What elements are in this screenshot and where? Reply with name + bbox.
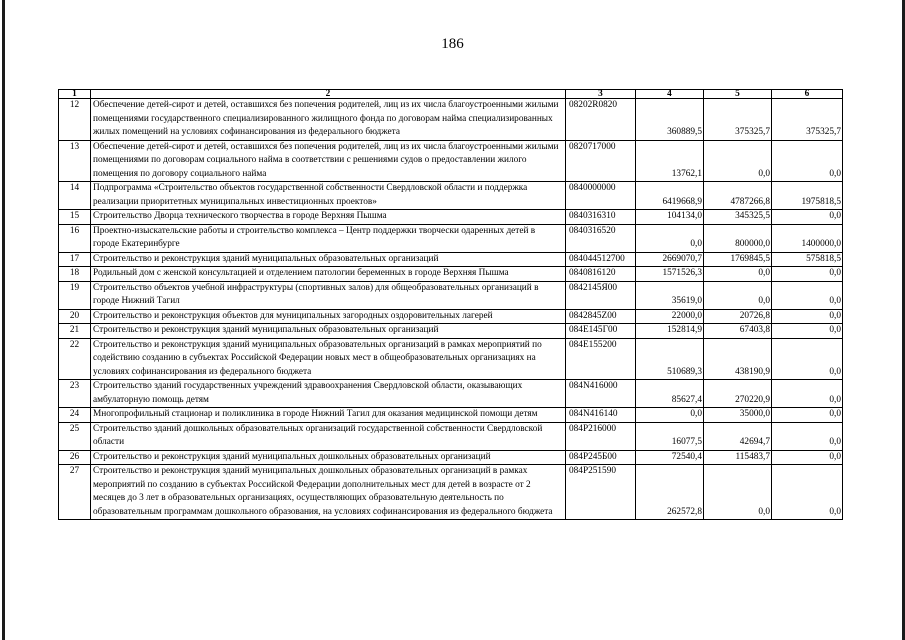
table-row [59,380,843,408]
row-number: 24 [59,408,91,423]
row-value-col5: 270220,9 [704,380,772,408]
row-description: Обеспечение детей-сирот и детей, оставшихся без попечения родителей, лиц из их числа благоустроенными жилыми помещениями по договорам социального найма в соответствии с решениями судов о предоставлении жилого помещения по договору социального найма [91,140,566,182]
row-value-col4: 13762,1 [636,140,704,182]
row-description: Строительство и реконструкция объектов для муниципальных загородных оздоровительных лагерей [91,309,566,324]
row-value-col6: 0,0 [772,267,843,282]
column-header: 2 [91,90,566,99]
left-scan-edge [2,0,5,640]
row-value-col5: 0,0 [704,267,772,282]
row-value-col4: 510689,3 [636,338,704,380]
row-value-col4: 2669070,7 [636,252,704,267]
row-value-col4: 360889,5 [636,99,704,141]
row-value-col4: 6419668,9 [636,182,704,210]
row-code: 084E155200 [566,338,636,380]
row-value-col6: 1400000,0 [772,224,843,252]
row-code: 084044512700 [566,252,636,267]
row-value-col4: 0,0 [636,224,704,252]
row-value-col6: 1975818,5 [772,182,843,210]
table-row [59,140,843,182]
row-value-col6: 0,0 [772,210,843,225]
table-row [59,224,843,252]
row-value-col6: 0,0 [772,338,843,380]
row-value-col5: 1769845,5 [704,252,772,267]
row-value-col5: 35000,0 [704,408,772,423]
row-value-col5: 115483,7 [704,450,772,465]
row-value-col5: 800000,0 [704,224,772,252]
row-code: 084P251590 [566,465,636,520]
row-value-col6: 0,0 [772,281,843,309]
header-row [59,90,843,99]
row-code: 0840316520 [566,224,636,252]
table-row [59,210,843,225]
row-value-col6: 375325,7 [772,99,843,141]
row-code: 0842145Я00 [566,281,636,309]
table-row [59,99,843,141]
budget-table [58,89,843,520]
row-code: 084E145Г00 [566,324,636,339]
row-value-col5: 438190,9 [704,338,772,380]
table-row [59,324,843,339]
row-value-col4: 85627,4 [636,380,704,408]
column-header: 6 [772,90,843,99]
row-description: Строительство объектов учебной инфраструктуры (спортивных залов) для общеобразовательных организаций в городе Нижний Тагил [91,281,566,309]
row-description: Подпрограмма «Строительство объектов государственной собственности Свердловской области и поддержка реализации приоритетных муниципальных инвестиционных проектов» [91,182,566,210]
column-header: 1 [59,90,91,99]
column-header: 5 [704,90,772,99]
row-value-col5: 375325,7 [704,99,772,141]
row-code: 084N416140 [566,408,636,423]
row-description: Строительство и реконструкция зданий муниципальных образовательных организаций [91,252,566,267]
row-value-col6: 0,0 [772,324,843,339]
row-description: Строительство зданий дошкольных образовательных организаций государственной собственности Свердловской области [91,422,566,450]
column-header: 3 [566,90,636,99]
row-number: 19 [59,281,91,309]
row-value-col6: 0,0 [772,140,843,182]
row-value-col5: 345325,5 [704,210,772,225]
row-number: 16 [59,224,91,252]
table-row [59,450,843,465]
row-code: 0840316310 [566,210,636,225]
row-number: 25 [59,422,91,450]
row-value-col5: 0,0 [704,465,772,520]
row-description: Проектно-изыскательские работы и строительство комплекса – Центр поддержки творчески одаренных детей в городе Екатеринбурге [91,224,566,252]
row-number: 22 [59,338,91,380]
page-number: 186 [441,36,464,52]
table-row [59,182,843,210]
row-value-col4: 262572,8 [636,465,704,520]
row-value-col6: 0,0 [772,380,843,408]
row-description: Строительство Дворца технического творчества в городе Верхняя Пышма [91,210,566,225]
row-value-col5: 0,0 [704,140,772,182]
row-description: Строительство и реконструкция зданий муниципальных дошкольных образовательных организаций [91,450,566,465]
row-code: 084P216000 [566,422,636,450]
row-value-col4: 16077,5 [636,422,704,450]
row-value-col5: 42694,7 [704,422,772,450]
row-value-col4: 35619,0 [636,281,704,309]
table-row [59,338,843,380]
row-number: 15 [59,210,91,225]
row-number: 12 [59,99,91,141]
row-description: Строительство и реконструкция зданий муниципальных образовательных организаций [91,324,566,339]
row-value-col6: 0,0 [772,408,843,423]
row-description: Родильный дом с женской консультацией и отделением патологии беременных в городе Верхняя Пышма [91,267,566,282]
table-row [59,281,843,309]
row-code: 0840000000 [566,182,636,210]
row-value-col4: 1571526,3 [636,267,704,282]
row-description: Строительство и реконструкция зданий муниципальных образовательных организаций в рамках мероприятий по содействию созданию в субъектах Российской Федерации новых мест в общеобразовательных организациях на условиях софинансирования из федерального бюджета [91,338,566,380]
row-number: 18 [59,267,91,282]
row-value-col5: 4787266,8 [704,182,772,210]
row-number: 21 [59,324,91,339]
row-value-col5: 20726,8 [704,309,772,324]
row-value-col6: 0,0 [772,465,843,520]
row-value-col4: 72540,4 [636,450,704,465]
row-description: Обеспечение детей-сирот и детей, оставшихся без попечения родителей, лиц из их числа благоустроенными жилыми помещениями государственного специализированного жилищного фонда по договорам найма специализированных жилых помещений на условиях софинансирования из федерального бюджета [91,99,566,141]
table-row [59,267,843,282]
row-value-col6: 0,0 [772,450,843,465]
row-code: 0842845Z00 [566,309,636,324]
row-description: Многопрофильный стационар и поликлиника в городе Нижний Тагил для оказания медицинской помощи детям [91,408,566,423]
row-value-col4: 0,0 [636,408,704,423]
row-description: Строительство зданий государственных учреждений здравоохранения Свердловской области, оказывающих амбулаторную помощь детям [91,380,566,408]
table-row [59,408,843,423]
row-value-col4: 104134,0 [636,210,704,225]
row-value-col5: 0,0 [704,281,772,309]
row-number: 17 [59,252,91,267]
row-code: 0840816120 [566,267,636,282]
row-value-col6: 0,0 [772,422,843,450]
row-number: 23 [59,380,91,408]
table-row [59,252,843,267]
row-value-col4: 22000,0 [636,309,704,324]
row-number: 13 [59,140,91,182]
row-value-col6: 0,0 [772,309,843,324]
column-header: 4 [636,90,704,99]
row-number: 20 [59,309,91,324]
row-value-col4: 152814,9 [636,324,704,339]
row-code: 084N416000 [566,380,636,408]
row-number: 14 [59,182,91,210]
row-number: 26 [59,450,91,465]
row-code: 0820717000 [566,140,636,182]
row-value-col5: 67403,8 [704,324,772,339]
table-row [59,422,843,450]
row-code: 084P245Б00 [566,450,636,465]
row-number: 27 [59,465,91,520]
row-description: Строительство и реконструкция зданий муниципальных дошкольных образовательных организаций в рамках мероприятий по созданию в субъектах Российской Федерации дополнительных мест для детей в возрасте от 2 месяцев до 3 лет в образовательных организациях, осуществляющих образовательную деятельность по образовательным программам дошкольного образования, на условиях софинансирования из федерального бюджета [91,465,566,520]
table-row [59,309,843,324]
row-value-col6: 575818,5 [772,252,843,267]
row-code: 08202R0820 [566,99,636,141]
table-row [59,465,843,520]
